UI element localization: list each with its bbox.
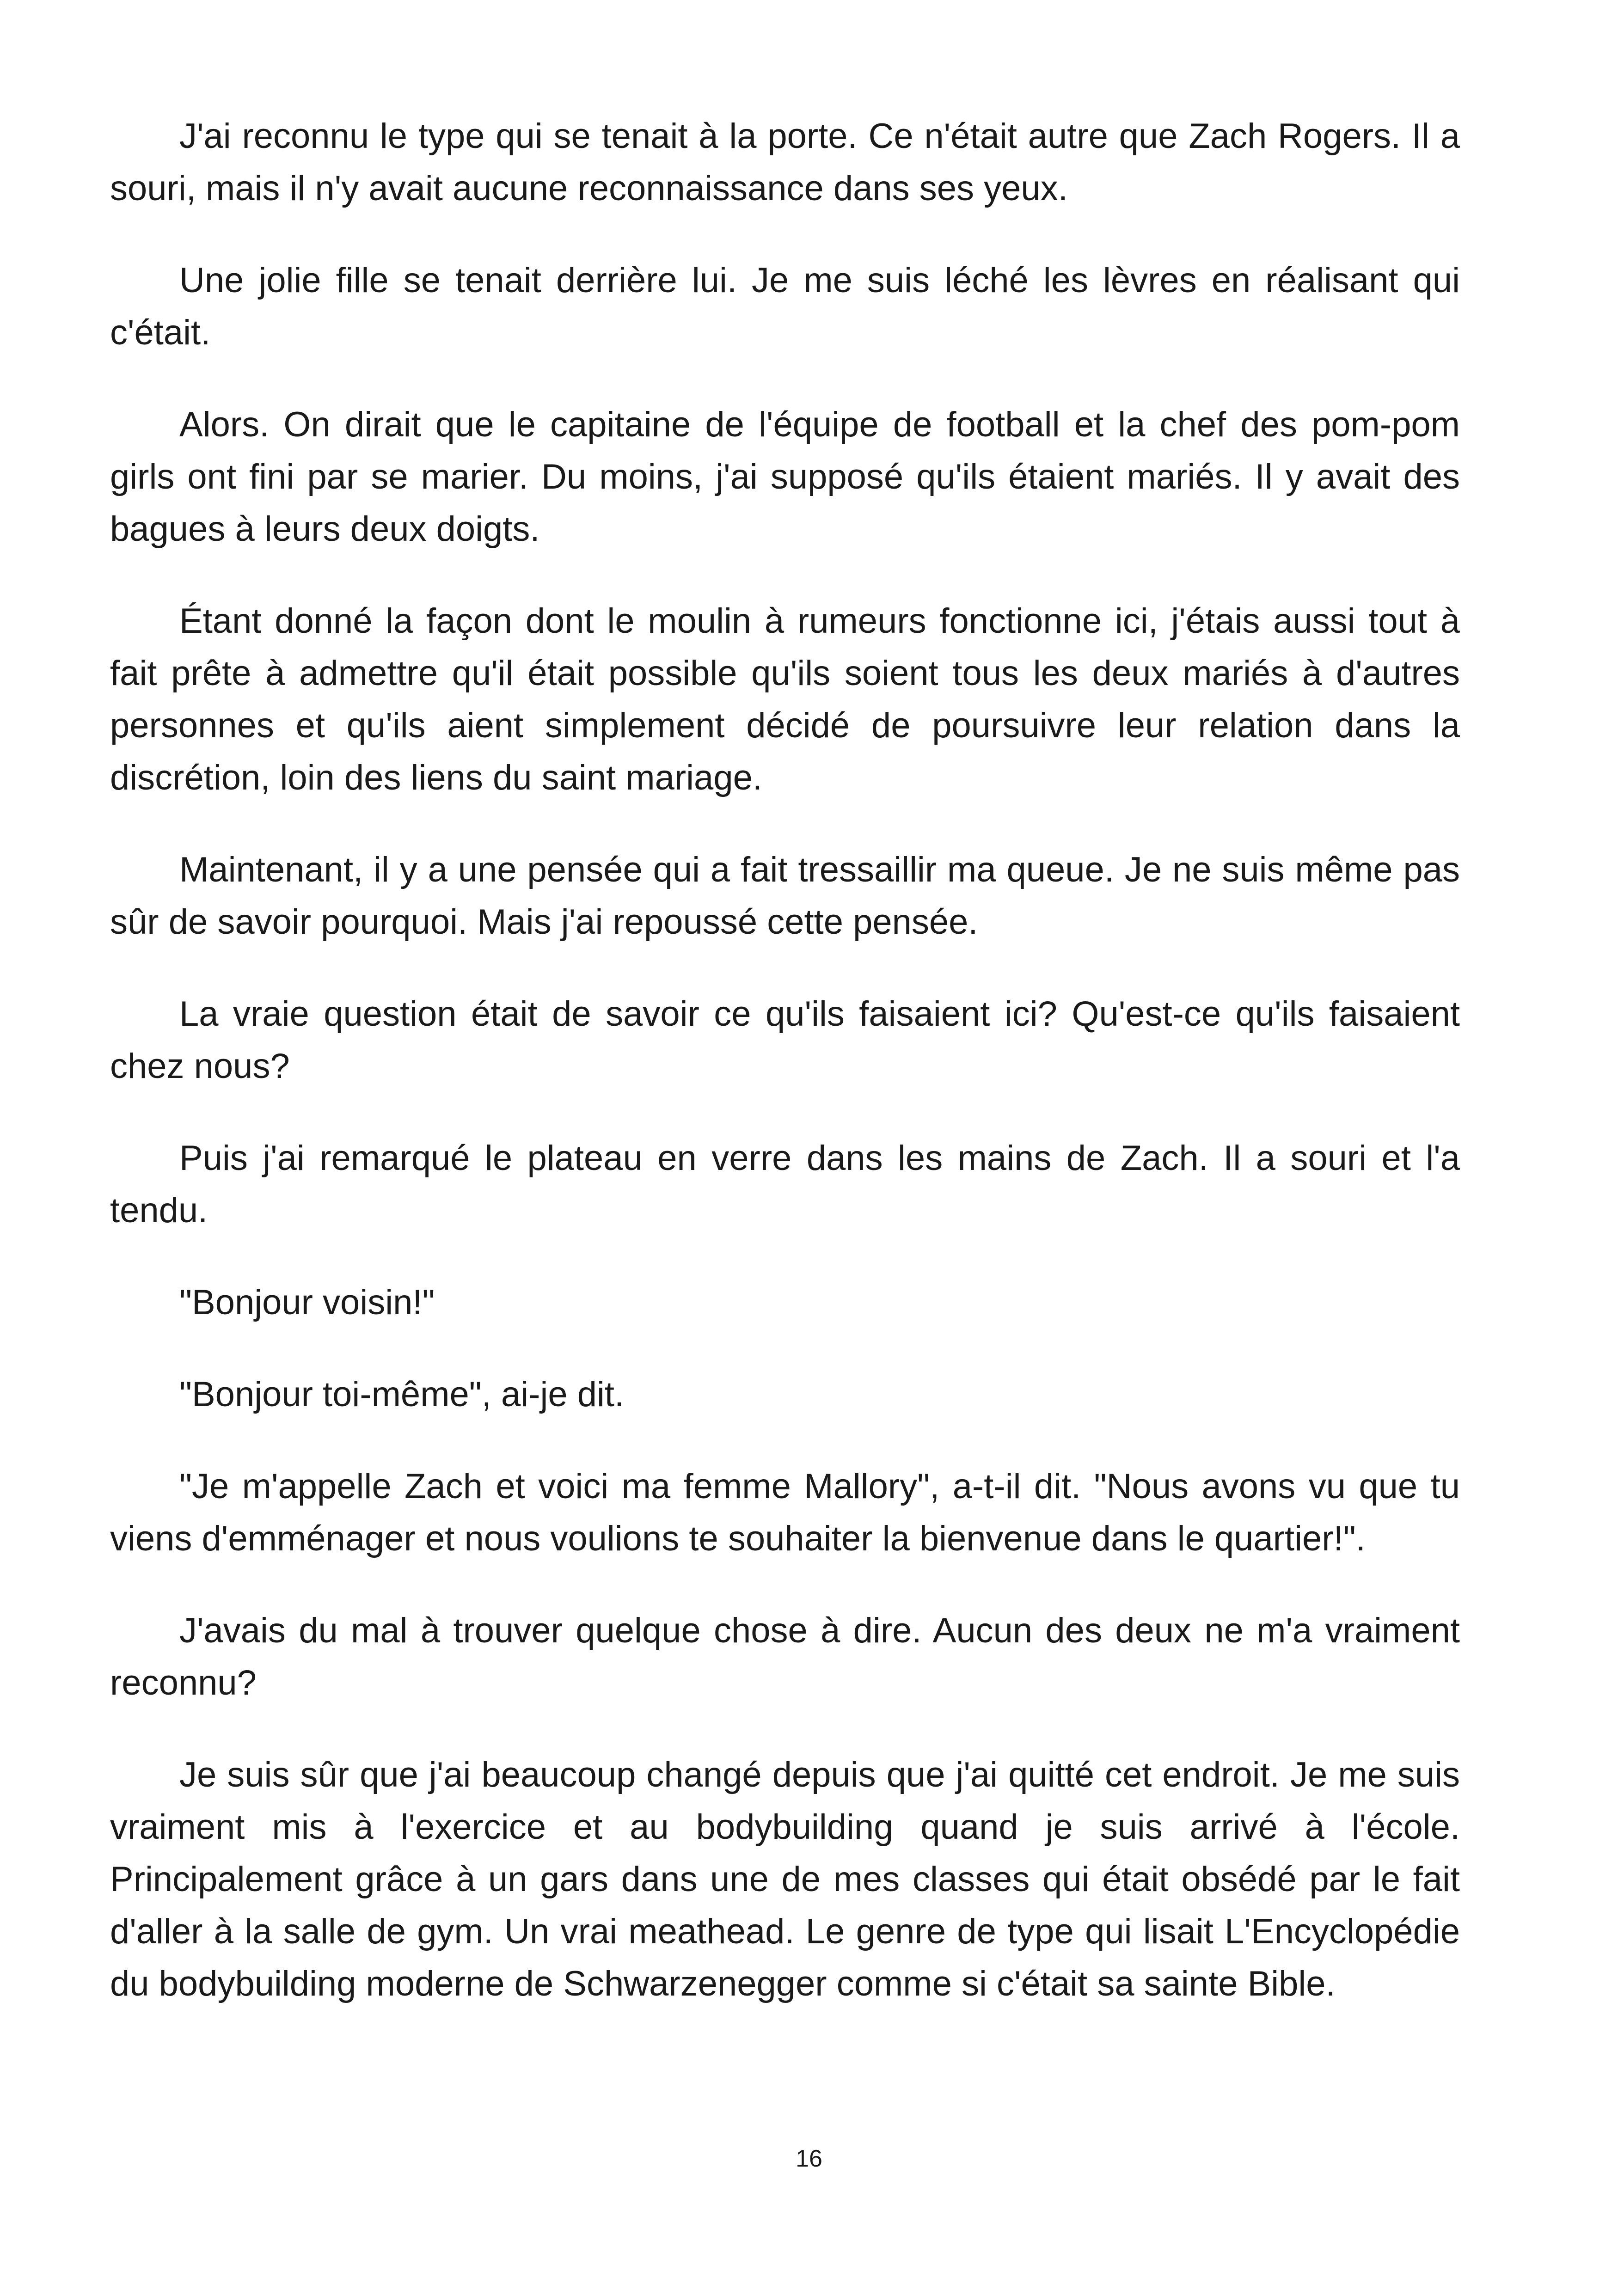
paragraph: Une jolie fille se tenait derrière lui. Je me suis léché les lèvres en réalisant qui c'était. (110, 261, 1460, 352)
paragraph: Étant donné la façon dont le moulin à rumeurs fonctionne ici, j'étais aussi tout à fait prête à admettre qu'il était possible qu'ils soient tous les deux mariés à d'autres personnes et qu'ils aient simplement décidé de poursuivre leur relation dans la discrétion, loin des liens du saint mariage. (110, 601, 1460, 797)
paragraph: Alors. On dirait que le capitaine de l'équipe de football et la chef des pom-pom girls ont fini par se marier. Du moins, j'ai supposé qu'ils étaient mariés. Il y avait des bagues à leurs deux doigts. (110, 405, 1460, 549)
paragraph: "Bonjour toi-même", ai-je dit. (179, 1375, 625, 1414)
page-number: 16 (796, 2145, 822, 2172)
paragraph: "Bonjour voisin!" (179, 1283, 435, 1322)
body-text (110, 110, 1460, 2050)
paragraph: Je suis sûr que j'ai beaucoup changé depuis que j'ai quitté cet endroit. Je me suis vraiment mis à l'exercice et au bodybuilding quand je suis arrivé à l'école. Principalement grâce à un gars dans une de mes classes qui était obsédé par le fait d'aller à la salle de gym. Un vrai meathead. Le genre de type qui lisait L'Encyclopédie du bodybuilding moderne de Schwarzenegger comme si c'était sa sainte Bible. (110, 1755, 1460, 2003)
paragraph: J'avais du mal à trouver quelque chose à dire. Aucun des deux ne m'a vraiment reconnu? (110, 1611, 1460, 1702)
paragraph: Puis j'ai remarqué le plateau en verre dans les mains de Zach. Il a souri et l'a tendu. (110, 1139, 1460, 1230)
paragraph: Maintenant, il y a une pensée qui a fait tressaillir ma queue. Je ne suis même pas sûr de savoir pourquoi. Mais j'ai repoussé cette pensée. (110, 850, 1460, 942)
paragraph: J'ai reconnu le type qui se tenait à la porte. Ce n'était autre que Zach Rogers. Il a souri, mais il n'y avait aucune reconnaissance dans ses yeux. (110, 116, 1460, 208)
paragraph: La vraie question était de savoir ce qu'ils faisaient ici? Qu'est-ce qu'ils faisaient chez nous? (110, 994, 1460, 1086)
paragraph: "Je m'appelle Zach et voici ma femme Mallory", a-t-il dit. "Nous avons vu que tu viens d'emménager et nous voulions te souhaiter la bienvenue dans le quartier!". (110, 1467, 1460, 1558)
